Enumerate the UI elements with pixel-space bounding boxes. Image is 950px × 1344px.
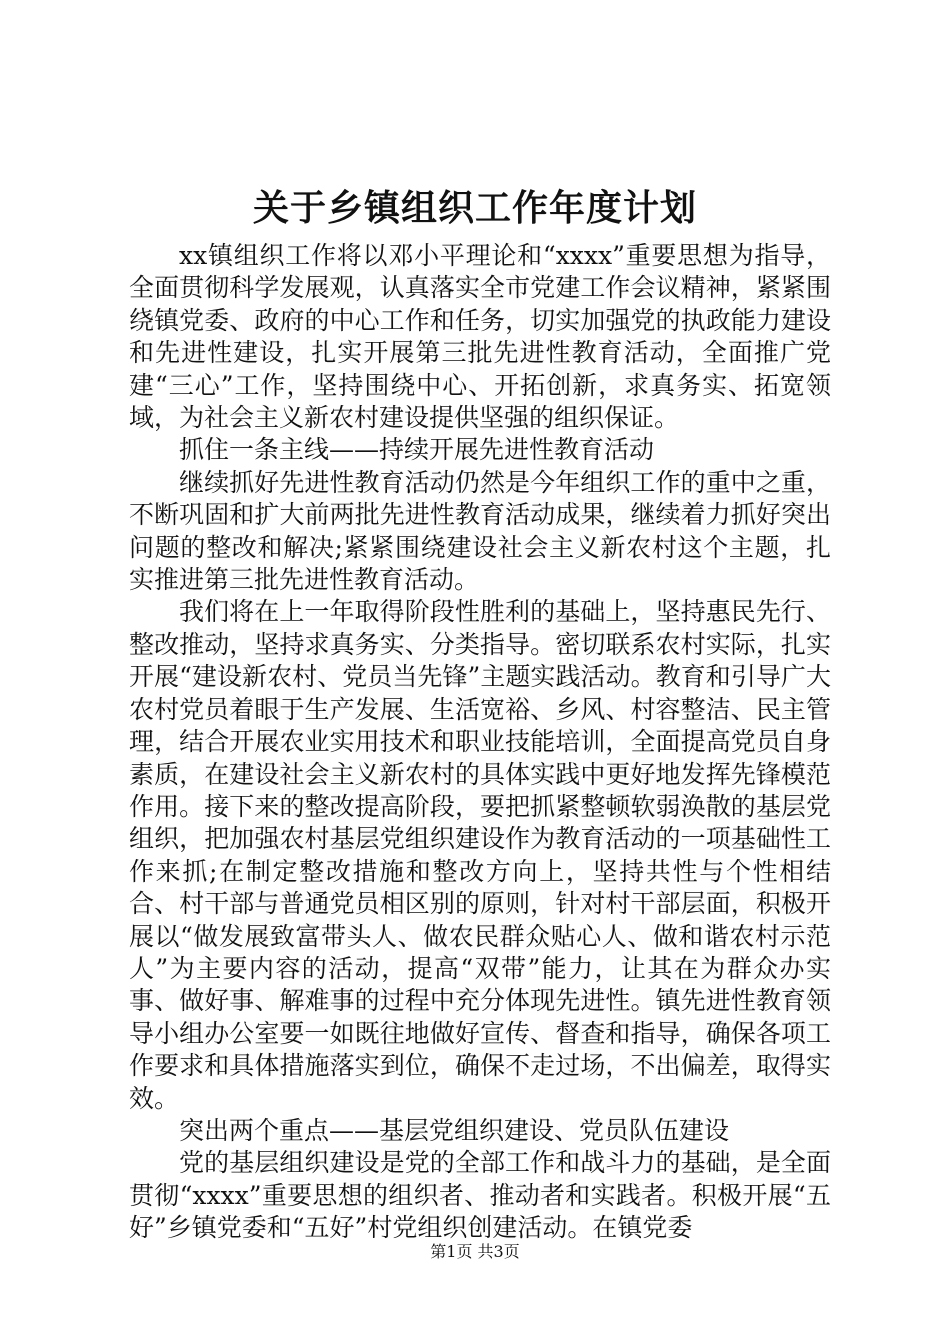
document-body	[129, 240, 831, 1245]
paragraph-implementation: 我们将在上一年取得阶段性胜利的基础上，坚持惠民先行、整改推动，坚持求真务实、分类指导。密切联系农村实际，扎实开展“建设新农村、党员当先锋”主题实践活动。教育和引导广大农村党员着眼于生产发展、生活宽裕、乡风、村容整洁、民主管理，结合开展农业实用技术和职业技能培训，全面提高党员自身素质，在建设社会主义新农村的具体实践中更好地发挥先锋模范作用。接下来的整改提高阶段，要把抓紧整顿软弱涣散的基层党组织，把加强农村基层党组织建设作为教育活动的一项基础性工作来抓;在制定整改措施和整改方向上，坚持共性与个性相结合、村干部与普通党员相区别的原则，针对村干部层面，积极开展以“做发展致富带头人、做农民群众贴心人、做和谐农村示范人”为主要内容的活动，提高“双带”能力，让其在为群众办实事、做好事、解难事的过程中充分体现先进性。镇先进性教育领导小组办公室要一如既往地做好宣传、督查和指导，确保各项工作要求和具体措施落实到位，确保不走过场，不出偏差，取得实效。	[129, 597, 831, 1113]
section-heading-main-line: 抓住一条主线——持续开展先进性教育活动	[179, 435, 655, 465]
paragraph-grassroots-organization: 党的基层组织建设是党的全部工作和战斗力的基础，是全面贯彻“xxxx”重要思想的组织者、推动者和实践者。积极开展“五好”乡镇党委和“五好”村党组织创建活动。在镇党委	[129, 1148, 831, 1243]
document-title: 关于乡镇组织工作年度计划	[252, 187, 697, 229]
paragraph-intro: xx镇组织工作将以邓小平理论和“xxxx”重要思想为指导，全面贯彻科学发展观，认真落实全市党建工作会议精神，紧紧围绕镇党委、政府的中心工作和任务，切实加强党的执政能力建设和先进性建设，扎实开展第三批先进性教育活动，全面推广党建“三心”工作，坚持围绕中心、开拓创新，求真务实、拓宽领域，为社会主义新农村建设提供坚强的组织保证。	[129, 241, 831, 433]
page-number-footer: 第1页 共3页	[430, 1242, 520, 1261]
paragraph-education-activity: 继续抓好先进性教育活动仍然是今年组织工作的重中之重，不断巩固和扩大前两批先进性教育活动成果，继续着力抓好突出问题的整改和解决;紧紧围绕建设社会主义新农村这个主题，扎实推进第三批先进性教育活动。	[129, 467, 831, 595]
section-heading-two-focuses: 突出两个重点——基层党组织建设、党员队伍建设	[179, 1115, 730, 1145]
